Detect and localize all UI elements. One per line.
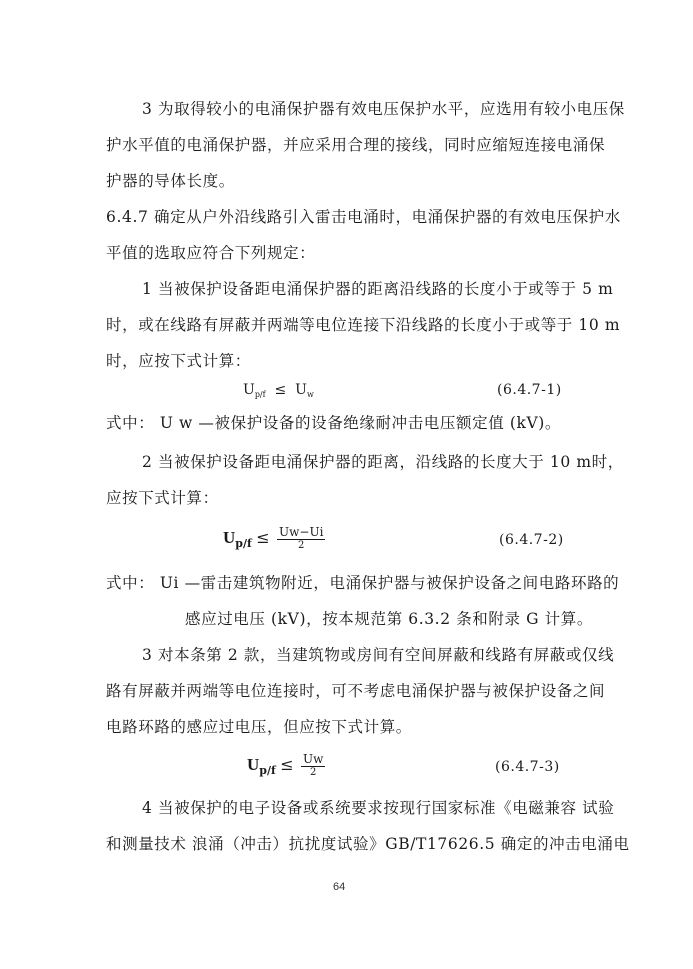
formula-3-operator: ≤ (280, 755, 294, 774)
formula-3-lhs: U (247, 755, 260, 774)
formula-2-denominator: 2 (298, 540, 305, 551)
formula-1-rhs: U (295, 382, 307, 398)
item-1-line-1: 1 当被保护设备距电涌保护器的距离沿线路的长度小于或等于 5 m (142, 280, 614, 298)
formula-3-numerator: Uw (303, 752, 324, 766)
paragraph-3-line-2: 护水平值的电涌保护器，并应采用合理的接线，同时应缩短连接电涌保 (106, 136, 606, 154)
section-6-4-7-line-2: 平值的选取应符合下列规定： (106, 244, 316, 262)
item-3-line-3: 电路环路的感应过电压，但应按下式计算。 (106, 718, 412, 736)
where-clause-2-line-2: 感应过电压 (kV)，按本规范第 6.3.2 条和附录 G 计算。 (185, 610, 593, 628)
item-3-line-1: 3 对本条第 2 款，当建筑物或房间有空间屏蔽和线路有屏蔽或仅线 (142, 646, 615, 664)
formula-2-lhs-sub: p/f (235, 537, 252, 550)
item-2-line-1: 2 当被保护设备距电涌保护器的距离，沿线路的长度大于 10 m时， (142, 453, 624, 471)
formula-2-fraction (277, 526, 325, 552)
formula-1-lhs: U (243, 382, 255, 398)
equation-number-2: (6.4.7-2) (499, 532, 564, 548)
item-1-line-2: 时，或在线路有屏蔽并两端等电位连接下沿线路的长度小于或等于 10 m (106, 316, 621, 334)
item-4-line-2: 和测量技术 浪涌（冲击）抗扰度试验》GB/T17626.5 确定的冲击电涌电 (106, 835, 630, 853)
formula-6-4-7-3 (247, 753, 325, 781)
item-4-line-1: 4 当被保护的电子设备或系统要求按现行国家标准《电磁兼容 试验 (142, 799, 615, 817)
where-clause-1: 式中： U w —被保护设备的设备绝缘耐冲击电压额定值 (kV)。 (106, 414, 562, 432)
item-2-line-2: 应按下式计算： (106, 489, 219, 507)
section-6-4-7-line-1: 6.4.7 确定从户外沿线路引入雷击电涌时，电涌保护器的有效电压保护水 (106, 208, 621, 226)
formula-2-numerator: Uw−Ui (279, 525, 324, 539)
formula-3-lhs-sub: p/f (259, 764, 276, 777)
equation-number-3: (6.4.7-3) (495, 759, 560, 775)
item-3-line-2: 路有屏蔽并两端等电位连接时，可不考虑电涌保护器与被保护设备之间 (106, 682, 606, 700)
paragraph-3-line-1: 3 为取得较小的电涌保护器有效电压保护水平，应选用有较小电压保 (142, 100, 625, 118)
equation-number-1: (6.4.7-1) (497, 382, 562, 398)
formula-2-lhs: U (223, 528, 236, 547)
formula-3-denominator: 2 (310, 767, 317, 778)
page-number: 64 (333, 881, 346, 893)
formula-6-4-7-1 (243, 380, 314, 405)
formula-1-operator: ≤ (274, 382, 287, 398)
paragraph-3-line-3: 护器的导体长度。 (106, 172, 235, 190)
where-clause-2-line-1: 式中： Ui —雷击建筑物附近，电涌保护器与被保护设备之间电路环路的 (106, 574, 620, 592)
formula-6-4-7-2 (223, 526, 325, 554)
formula-3-fraction (301, 753, 325, 779)
item-1-line-3: 时，应按下式计算： (106, 352, 251, 370)
formula-1-lhs-sub: p/f (254, 390, 266, 399)
formula-1-rhs-sub: w (306, 390, 314, 399)
formula-2-operator: ≤ (256, 528, 270, 547)
